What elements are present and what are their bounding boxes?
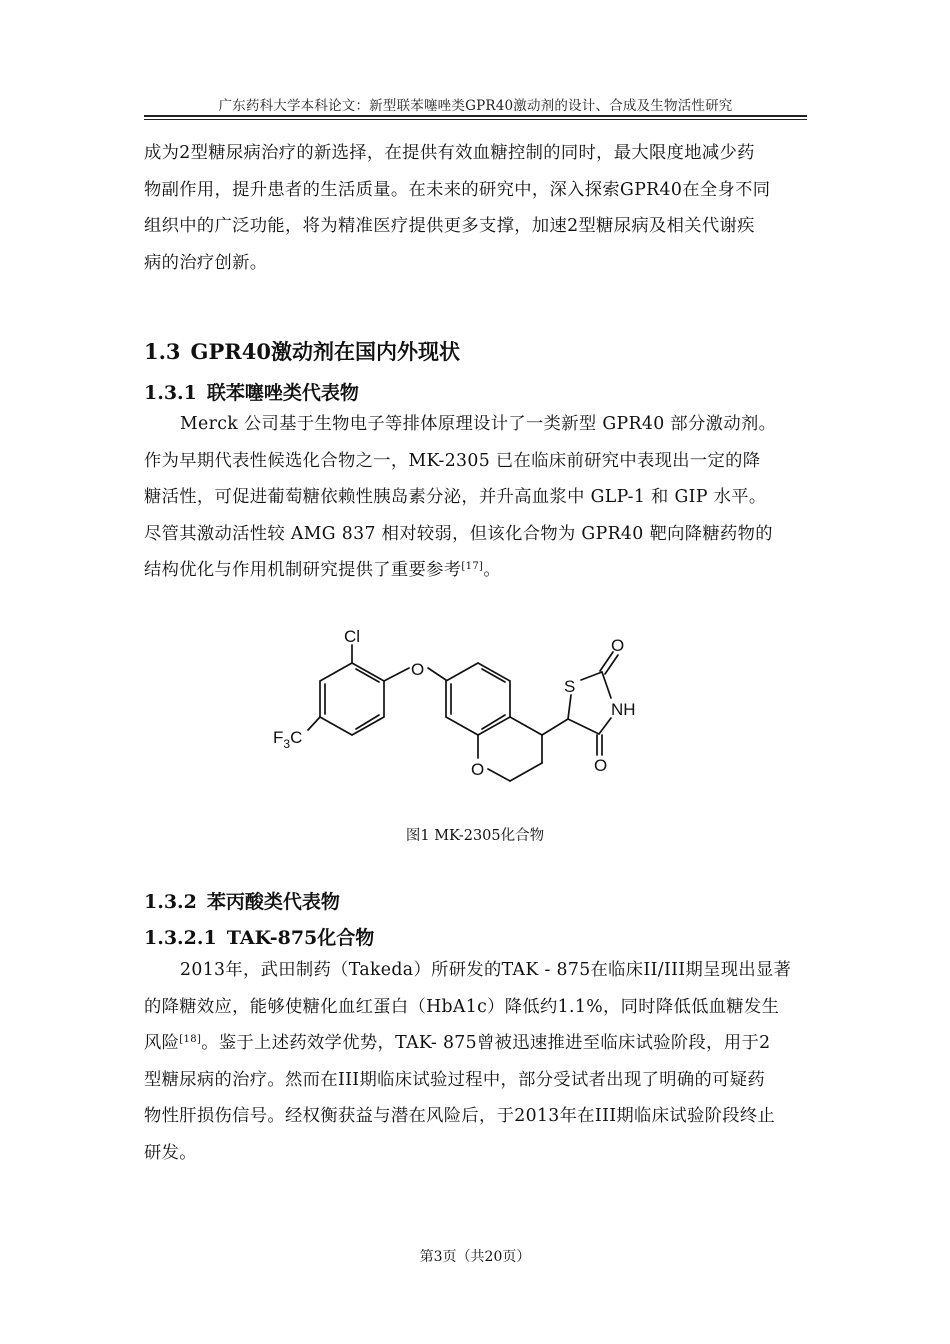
section-number: 1.3.2 bbox=[144, 891, 197, 913]
bond bbox=[568, 719, 599, 734]
bond bbox=[488, 769, 510, 781]
text-line: 物性肝损伤信号。经权衡获益与潜在风险后，于2013年在III期临床试验阶段终止 bbox=[144, 1106, 776, 1126]
text-line: 2013年，武田制药（Takeda）所研发的TAK - 875在临床II/III期呈现出显著 bbox=[180, 960, 792, 980]
text-line bbox=[144, 552, 810, 589]
bond bbox=[542, 719, 568, 735]
section-heading-1-3-2 bbox=[144, 887, 340, 914]
text-line: 型糖尿病的治疗。然而在III期临床试验过程中，部分受试者出现了明确的可疑药 bbox=[144, 1069, 765, 1090]
text-line: 成为2型糖尿病治疗的新选择，在提供有效血糖控制的同时，最大限度地减少药 bbox=[144, 143, 755, 163]
citation-ref: [17] bbox=[461, 561, 484, 572]
section-title: 联苯噻唑类代表物 bbox=[206, 382, 359, 404]
ring-b bbox=[446, 663, 510, 735]
text-segment: 结构优化与作用机制研究提供了重要参考 bbox=[144, 560, 462, 580]
atom-label-o-carbonyl: O bbox=[594, 756, 608, 775]
header-rule-thick bbox=[144, 115, 807, 117]
text-line: 糖活性，可促进葡萄糖依赖性胰岛素分泌，并升高血浆中 GLP-1 和 GIP 水平。 bbox=[144, 487, 767, 507]
page-footer: 第3页（共20页） bbox=[419, 1249, 531, 1265]
bond bbox=[599, 718, 611, 734]
section-number: 1.3.1 bbox=[144, 382, 197, 404]
text-segment: 。 bbox=[483, 560, 501, 580]
ring-a bbox=[320, 663, 384, 735]
section-heading-1-3-1 bbox=[144, 378, 359, 405]
text-line: 尽管其激动活性较 AMG 837 相对较弱，但该化合物为 GPR40 靶向降糖药物的 bbox=[144, 523, 773, 544]
text-line: 组织中的广泛功能，将为精准医疗提供更多支撑，加速2型糖尿病及相关代谢疾 bbox=[144, 216, 755, 236]
text-line: 作为早期代表性候选化合物之一，MK-2305 已在临床前研究中表现出一定的降 bbox=[144, 450, 761, 471]
atom-label-o-ether: O bbox=[411, 660, 425, 679]
bond bbox=[510, 717, 542, 735]
atom-label-cl: Cl bbox=[344, 627, 361, 646]
text-segment: 。鉴于上述药效学优势，TAK- 875曾被迅速推进至临床试验阶段，用于2 bbox=[201, 1033, 771, 1053]
atom-label-s: S bbox=[564, 677, 576, 696]
chemical-structure bbox=[266, 618, 646, 798]
text-line: 研发。 bbox=[144, 1142, 197, 1163]
bond bbox=[308, 717, 320, 730]
atom-label-o-ring: O bbox=[471, 760, 485, 779]
text-segment: 风险 bbox=[144, 1033, 180, 1053]
bond bbox=[581, 672, 602, 680]
bond bbox=[605, 655, 618, 674]
bond bbox=[510, 763, 542, 781]
intro-paragraph bbox=[144, 135, 810, 281]
text-line: Merck 公司基于生物电子等排体原理设计了一类新型 GPR40 部分激动剂。 bbox=[180, 414, 777, 434]
text-line: 病的治疗创新。 bbox=[144, 252, 268, 273]
section-number: 1.3 bbox=[144, 339, 181, 364]
bond bbox=[568, 695, 571, 719]
bond bbox=[428, 668, 446, 680]
paragraph-1-3-2-1 bbox=[144, 952, 810, 1171]
text-line bbox=[144, 1025, 810, 1062]
atom-label-nh: NH bbox=[611, 700, 636, 719]
citation-ref: [18] bbox=[179, 1034, 202, 1045]
atom-label-cf3: $F_3C$ bbox=[273, 728, 303, 751]
bond bbox=[384, 668, 409, 681]
running-header: 广东药科大学本科论文：新型联苯噻唑类GPR40激动剂的设计、合成及生物活性研究 bbox=[218, 98, 733, 114]
section-heading-1-3-2-1 bbox=[144, 923, 374, 950]
section-heading-1-3 bbox=[144, 336, 460, 366]
paragraph-1-3-1 bbox=[144, 406, 810, 589]
section-title: GPR40激动剂在国内外现状 bbox=[190, 339, 460, 364]
text-line: 物副作用，提升患者的生活质量。在未来的研究中，深入探索GPR40在全身不同 bbox=[144, 179, 771, 200]
figure-caption: 图1 MK-2305化合物 bbox=[405, 828, 545, 844]
text-line: 的降糖效应，能够使糖化血红蛋白（HbA1c）降低约1.1%，同时降低低血糖发生 bbox=[144, 996, 780, 1017]
section-title: 苯丙酸类代表物 bbox=[206, 891, 340, 913]
section-title: TAK-875化合物 bbox=[226, 927, 375, 949]
section-number: 1.3.2.1 bbox=[144, 927, 217, 949]
figure-mk2305-structure bbox=[266, 618, 646, 798]
header-rule-thin bbox=[144, 119, 807, 120]
bond bbox=[602, 672, 611, 698]
atom-label-o-carbonyl: O bbox=[611, 636, 625, 655]
